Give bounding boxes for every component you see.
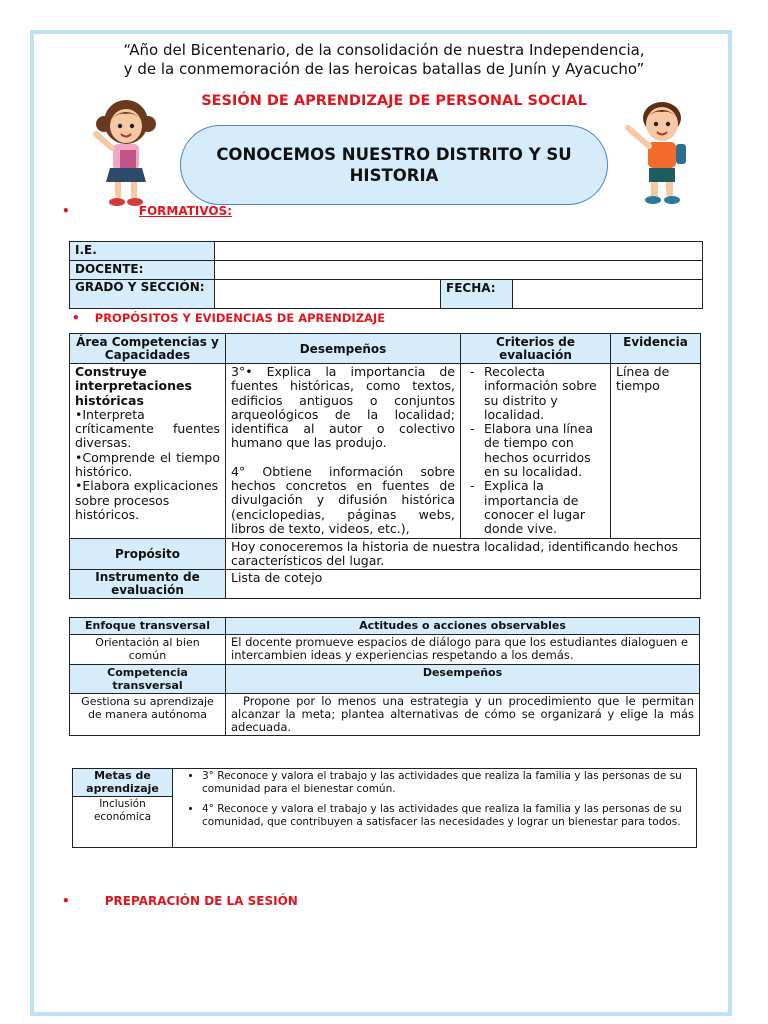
- header-desempenos-transversal: Desempeños: [226, 665, 700, 694]
- actitud-value: El docente promueve espacios de diálogo para que los estudiantes dialoguen e intercambien ideas y experiencias respetando a los demás.: [226, 635, 700, 665]
- capacity-item: •Comprende el tiempo histórico.: [75, 449, 220, 480]
- docente-label: DOCENTE:: [70, 261, 215, 280]
- ie-value[interactable]: [215, 242, 703, 261]
- bullet-icon: •: [62, 204, 70, 218]
- criterion-item: - Explica la importancia de conocer el lugar donde vive.: [484, 479, 605, 536]
- propositos-label: PROPÓSITOS Y EVIDENCIAS DE APRENDIZAJE: [94, 311, 386, 325]
- instrument-text: Lista de cotejo: [226, 569, 701, 598]
- instrument-label: Instrumento de evaluación: [70, 569, 226, 598]
- goals-sub: Inclusión económica: [93, 798, 152, 823]
- competencia-value: Gestiona su aprendizaje de manera autónoma: [70, 694, 226, 736]
- motto: [60, 41, 708, 79]
- header-actitudes: Actitudes o acciones observables: [226, 618, 700, 635]
- docente-value[interactable]: [215, 261, 703, 280]
- criteria-list: [466, 365, 605, 537]
- goals-list: [178, 770, 691, 828]
- goals-label: Metas de aprendizaje: [73, 769, 172, 797]
- goals-table: [72, 768, 697, 848]
- approach-table: [69, 617, 700, 736]
- bullet-icon: •: [72, 311, 80, 325]
- preparacion-heading: [62, 890, 298, 909]
- session-title: SESIÓN DE APRENDIZAJE DE PERSONAL SOCIAL: [201, 93, 587, 109]
- info-table: [69, 241, 703, 309]
- capacity-item: •Interpreta críticamente fuentes diversas.: [75, 406, 220, 451]
- criterion-item: - Recolecta información sobre su distrito y localidad.: [484, 365, 605, 422]
- motto-line-1: “Año del Bicentenario, de la consolidación de nuestra Independencia,: [123, 41, 645, 59]
- desempeno-value: Propone por lo menos una estrategia y un procedimiento que le permitan alcanzar la meta; plantea alternativas de cómo se organizará y elige la más adecuada.: [226, 694, 700, 736]
- fecha-label: FECHA:: [441, 280, 513, 309]
- formativos-heading: [62, 200, 232, 219]
- enfoque-value: Orientación al bien común: [70, 635, 226, 665]
- header-area: Área Competencias y Capacidades: [70, 334, 226, 364]
- fecha-value[interactable]: [513, 280, 703, 309]
- performance-4: 4° Obtiene información sobre hechos concretos en fuentes de divulgación y difusión histórica (enciclopedias, páginas webs, libros de texto, videos, etc.),: [231, 463, 455, 536]
- preparacion-label: PREPARACIÓN DE LA SESIÓN: [104, 894, 298, 908]
- topic-title-box: [180, 125, 608, 205]
- capacity-item: •Elabora explicaciones sobre procesos históricos.: [75, 478, 219, 522]
- performance-3: 3°• Explica la importancia de fuentes históricas, como textos, edificios antiguos o conjuntos arqueológicos de la localidad; identifica al autor o colectivo humano que las produjo.: [231, 364, 455, 451]
- header-desempenos: Desempeños: [226, 334, 461, 364]
- purpose-text: Hoy conoceremos la historia de nuestra localidad, identificando hechos característicos del lugar.: [226, 538, 701, 569]
- formativos-label: FORMATIVOS:: [138, 204, 233, 218]
- evidence-value: Línea de tiempo: [611, 364, 701, 539]
- competence-title: Construye interpretaciones históricas: [75, 364, 192, 408]
- ie-label: I.E.: [70, 242, 215, 261]
- grado-value[interactable]: [215, 280, 441, 309]
- grado-label: GRADO Y SECCIÓN:: [70, 280, 215, 309]
- header-evidencia: Evidencia: [611, 334, 701, 364]
- girl-student-illustration: [86, 94, 162, 208]
- header-criterios: Criterios de evaluación: [461, 334, 611, 364]
- header-competencia: Competencia transversal: [70, 665, 226, 694]
- topic-title: CONOCEMOS NUESTRO DISTRITO Y SU HISTORIA: [216, 145, 572, 185]
- bullet-icon: •: [62, 894, 70, 908]
- propositos-heading: [72, 307, 385, 326]
- boy-student-illustration: [620, 94, 696, 208]
- goal-item: • 3° Reconoce y valora el trabajo y las actividades que realiza la familia y las personas de su comunidad para el bienestar común.: [202, 770, 691, 795]
- purpose-label: Propósito: [70, 538, 226, 569]
- purpose-table: [69, 333, 701, 599]
- criterion-item: - Elabora una línea de tiempo con hechos ocurridos en su localidad.: [484, 422, 605, 479]
- goal-item: • 4° Reconoce y valora el trabajo y las actividades que realiza la familia y las personas de su comunidad, que contribuyen a satisfacer las necesidades y lograr un bienestar para todos.: [202, 803, 691, 828]
- header-enfoque: Enfoque transversal: [70, 618, 226, 635]
- motto-line-2: y de la conmemoración de las heroicas batallas de Junín y Ayacucho”: [123, 60, 645, 78]
